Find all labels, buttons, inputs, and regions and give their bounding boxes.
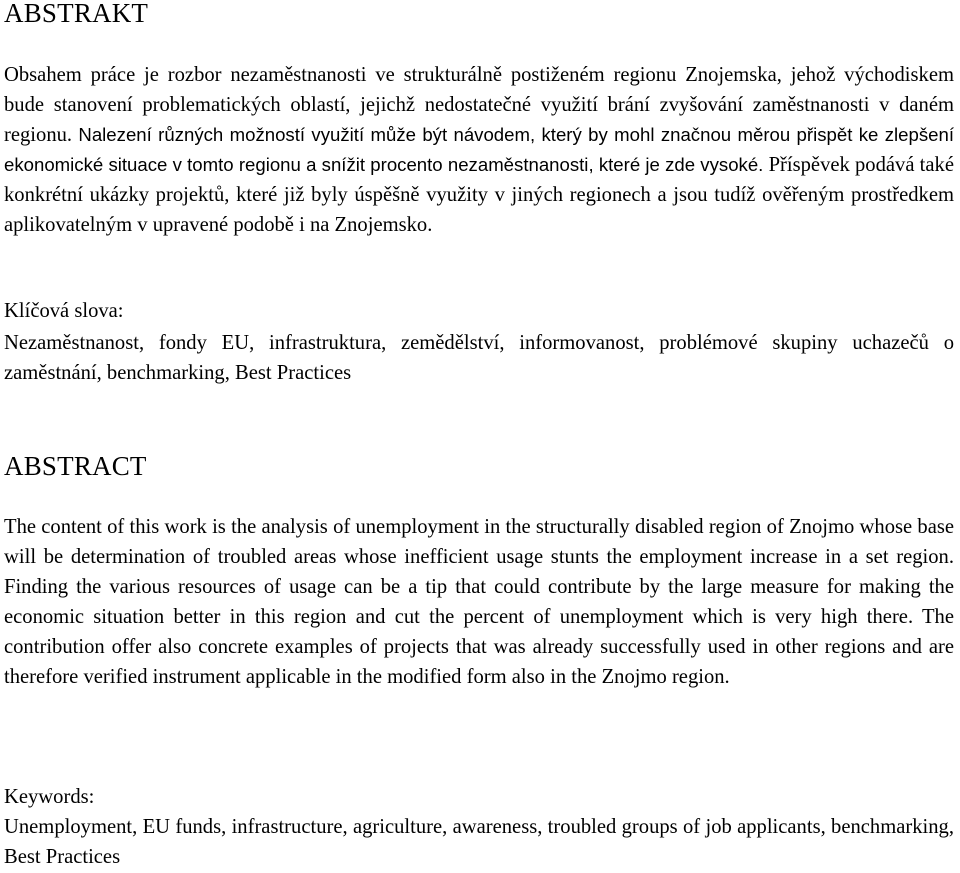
keywords-cz-label: Klíčová slova: (4, 300, 124, 322)
keywords-en-text: Unemployment, EU funds, infrastructure, agriculture, awareness, troubled groups of job applicants, benchmarking, Best Practices (4, 816, 954, 868)
keywords-en-label: Keywords: (4, 786, 95, 808)
abstract-en-title: ABSTRACT (4, 451, 147, 481)
abstract-cz-text-part2: Nalezení různých možností využití může být návodem, který by mohl značnou měrou přispět ke zlepšení ekonomické situace v tomto regionu a snížit procento nezaměstnanosti, které je zde vysoké. (4, 124, 954, 175)
keywords-cz-text: Nezaměstnanost, fondy EU, infrastruktura, zemědělství, informovanost, problémové skupiny uchazečů o zaměstnání, benchmarking, Best Practices (4, 332, 954, 384)
abstract-cz-text-part3: Příspěvek podává také konkrétní ukázky projektů, které již byly úspěšně využity v jiných regionech a jsou tudíž ověřeným prostředkem aplikovatelným v upravené podobě i na Znojemsko. (4, 154, 954, 236)
abstract-en-paragraph: The content of this work is the analysis of unemployment in the structurally disabled region of Znojmo whose base will be determination of troubled areas whose inefficient usage stunts the employment increase in a set region. Finding the various resources of usage can be a tip that could contribute by the large measure for making the economic situation better in this region and cut the percent of unemployment which is very high there. The contribution offer also concrete examples of projects that was already successfully used in other regions and are therefore verified instrument applicable in the modified form also in the Znojmo region. (4, 516, 954, 688)
abstract-cz-text-part1: Obsahem práce je rozbor nezaměstnanosti ve strukturálně postiženém regionu Znojemska, jehož východiskem bude stanovení problematických oblastí, jejichž nedostatečné využití brání zvyšování zaměstnanosti v daném regionu. (4, 64, 954, 146)
abstract-cz-title: ABSTRAKT (4, 0, 149, 28)
abstract-cz-paragraph (4, 60, 954, 240)
